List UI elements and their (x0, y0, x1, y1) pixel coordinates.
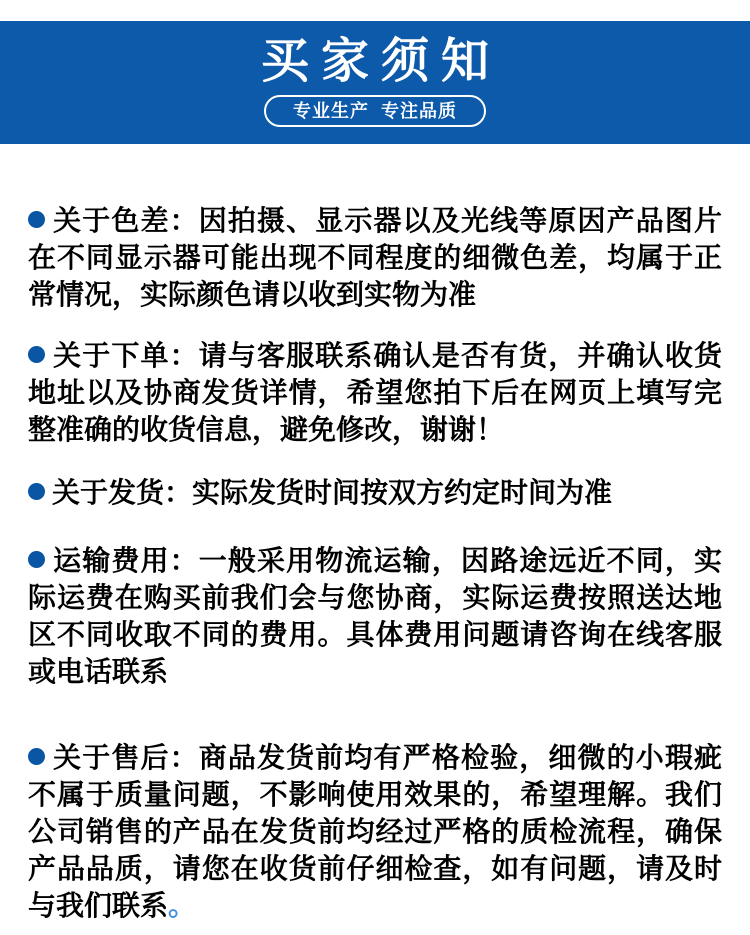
notice-label: 关于发货： (52, 477, 193, 508)
notice-suffix: 。 (168, 890, 197, 921)
notice-label: 关于下单： (52, 340, 199, 371)
bullet-icon (28, 483, 45, 500)
bullet-icon (28, 211, 45, 228)
notice-label: 关于售后： (52, 742, 199, 773)
page-title: 买家须知 (260, 35, 501, 88)
slogan-badge (264, 95, 486, 127)
slogan-text: 专业生产 专注品质 (292, 101, 457, 121)
notice-text: 商品发货前均有严格检验，细微的小瑕疵不属于质量问题，不影响使用效果的，希望理解。我们公司销售的产品在发货前均经过严格的质检流程，确保产品品质，请您在收货前仔细检查，如有问题，请及时与我们联系 (28, 742, 722, 921)
notice-item-shipping (28, 474, 722, 511)
bullet-icon (28, 748, 45, 765)
notice-item-freight-cost (28, 542, 722, 690)
notice-text: 请与客服联系确认是否有货，并确认收货地址以及协商发货详情，希望您拍下后在网页上填写完整准确的收货信息，避免修改，谢谢！ (28, 340, 722, 445)
notice-item-after-sales (28, 739, 722, 924)
notice-item-ordering (28, 337, 722, 448)
notice-item-color-difference (28, 202, 722, 313)
notice-text: 一般采用物流运输，因路途远近不同，实际运费在购买前我们会与您协商，实际运费按照送达地区不同收取不同的费用。具体费用问题请咨询在线客服或电话联系 (28, 545, 722, 687)
notice-label: 运输费用： (52, 545, 199, 576)
notice-list (0, 202, 750, 924)
header-banner (0, 21, 750, 144)
notice-text: 实际发货时间按双方约定时间为准 (192, 477, 613, 508)
bullet-icon (28, 346, 45, 363)
bullet-icon (28, 551, 45, 568)
notice-label: 关于色差： (52, 205, 199, 236)
notice-text: 因拍摄、显示器以及光线等原因产品图片在不同显示器可能出现不同程度的细微色差，均属于正常情况，实际颜色请以收到实物为准 (28, 205, 722, 310)
